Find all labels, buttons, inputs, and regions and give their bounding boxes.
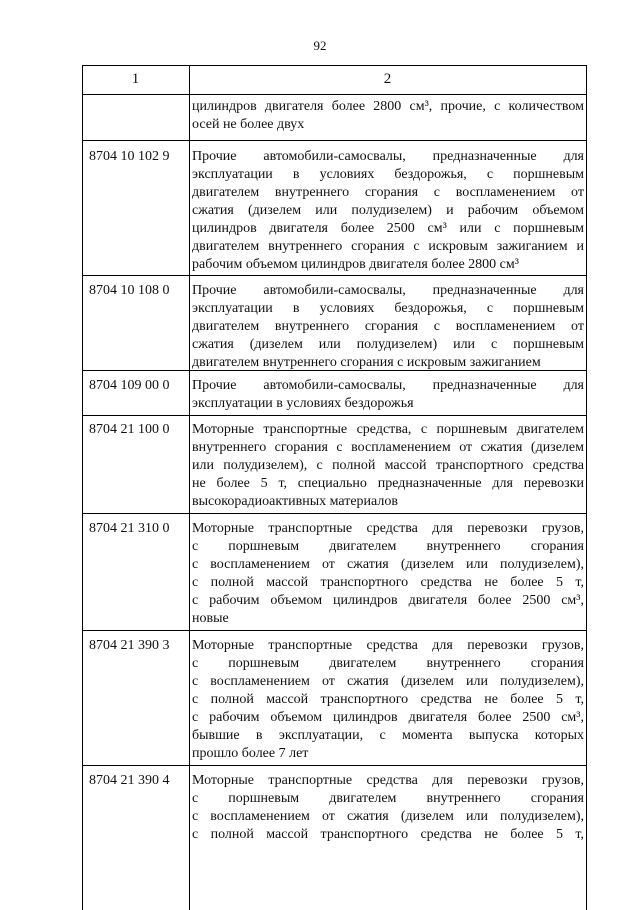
header-divider bbox=[82, 94, 587, 95]
row-divider bbox=[82, 140, 587, 141]
row-description: Прочие автомобили-самосвалы, предназначенные для эксплуатации в условиях бездорожья, с поршневым двигателем внутреннего сгорания с воспламенением от сжатия (дизелем или полудизелем) и рабочим объемом цилиндров двигателя более 2500 см³ или с поршневым двигателем внутреннего сгорания с искровым зажиганием и рабочим объемом цилиндров двигателя более 2800 см³ bbox=[192, 149, 584, 272]
row-code: 8704 21 100 0 bbox=[89, 422, 170, 437]
row-divider bbox=[82, 765, 587, 766]
row-description: Моторные транспортные средства для перевозки грузов, с поршневым двигателем внутреннего сгорания с воспламенением от сжатия (дизелем или полудизелем), с полной массой транспортного средства не более 5 т, bbox=[192, 773, 584, 842]
row-code: 8704 21 310 0 bbox=[89, 521, 170, 536]
row-description: цилиндров двигателя более 2800 см³, прочие, с количеством осей не более двух bbox=[192, 99, 584, 132]
row-divider bbox=[82, 275, 587, 276]
table-border-right bbox=[586, 65, 587, 910]
row-code: 8704 21 390 3 bbox=[89, 638, 170, 653]
row-description: Моторные транспортные средства для перевозки грузов, с поршневым двигателем внутреннего сгорания с воспламенением от сжатия (дизелем или полудизелем), с полной массой транспортного средства не более 5 т, с рабочим объемом цилиндров двигателя более 2500 см³, бывшие в эксплуатации, с момента выпуска которых прошло более 7 лет bbox=[192, 638, 584, 761]
row-description: Прочие автомобили-самосвалы, предназначенные для эксплуатации в условиях бездорожья, с поршневым двигателем внутреннего сгорания с воспламенением от сжатия (дизелем или полудизелем) или с поршневым двигателем внутреннего сгорания с искровым зажиганием bbox=[192, 283, 584, 370]
row-description: Прочие автомобили-самосвалы, предназначенные для эксплуатации в условиях бездорожья bbox=[192, 378, 584, 411]
page-number: 92 bbox=[313, 38, 327, 53]
row-divider bbox=[82, 415, 587, 416]
row-divider bbox=[82, 513, 587, 514]
row-code: 8704 10 102 9 bbox=[89, 149, 170, 164]
row-code: 8704 21 390 4 bbox=[89, 773, 170, 788]
column-divider bbox=[189, 65, 190, 910]
table-border-left bbox=[82, 65, 83, 910]
row-code: 8704 10 108 0 bbox=[89, 283, 170, 298]
row-divider bbox=[82, 630, 587, 631]
tariff-table bbox=[82, 65, 587, 910]
column-header-code: 1 bbox=[131, 71, 140, 87]
row-description: Моторные транспортные средства, с поршневым двигателем внутреннего сгорания с воспламенением от сжатия (дизелем или полудизелем), с полной массой транспортного средства не более 5 т, специально предназначенные для перевозки высокорадиоактивных материалов bbox=[192, 422, 584, 509]
row-code: 8704 109 00 0 bbox=[89, 378, 170, 393]
row-description: Моторные транспортные средства для перевозки грузов, с поршневым двигателем внутреннего сгорания с воспламенением от сжатия (дизелем или полудизелем), с полной массой транспортного средства не более 5 т, с рабочим объемом цилиндров двигателя более 2500 см³, новые bbox=[192, 521, 584, 626]
column-header-description: 2 bbox=[383, 71, 392, 87]
